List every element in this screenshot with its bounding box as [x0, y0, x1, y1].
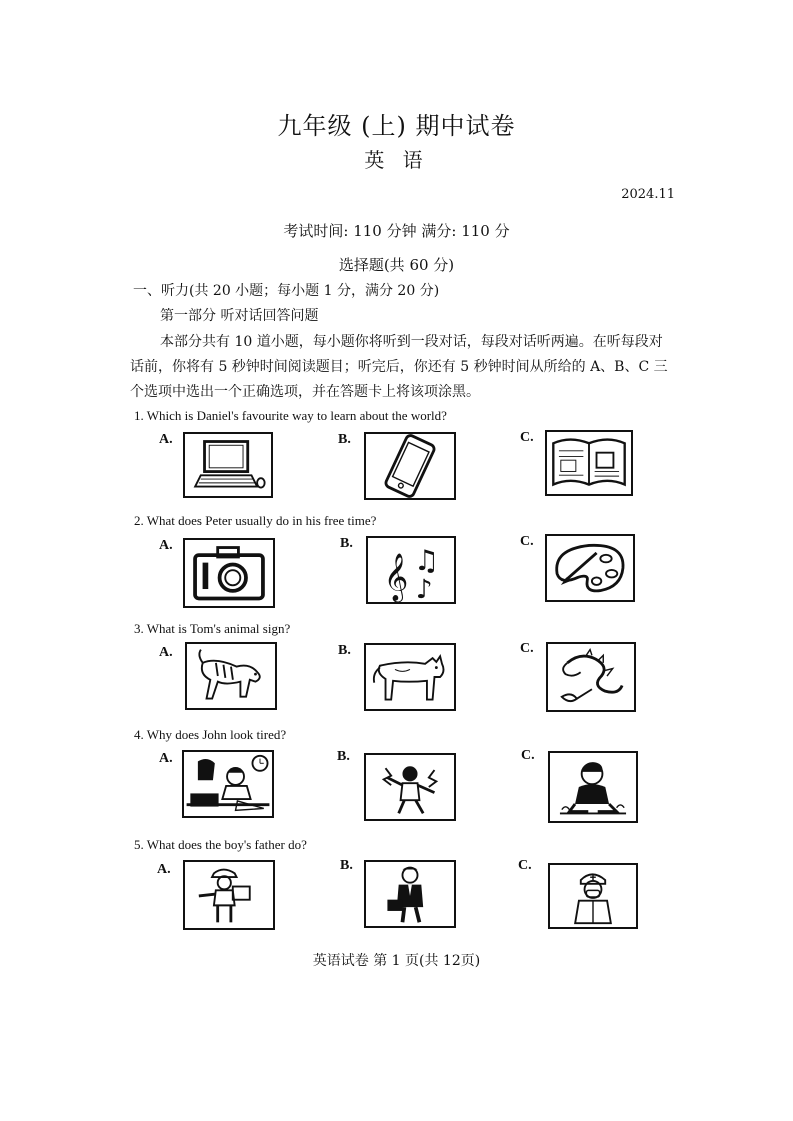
q3-option-b-image[interactable] [364, 643, 456, 711]
q5-option-b-image[interactable] [364, 860, 456, 928]
q1-option-a-label[interactable]: A. [159, 432, 173, 447]
q5-option-c-image[interactable] [548, 863, 638, 929]
q1-option-b-label[interactable]: B. [338, 432, 351, 447]
exam-title: 九年级 (上) 期中试卷 [277, 112, 516, 140]
exam-date: 2024.11 [621, 187, 675, 202]
exam-info: 考试时间: 110 分钟 满分: 110 分 [283, 222, 510, 240]
exercising-icon [366, 755, 454, 819]
subject-title: 英 语 [364, 148, 429, 172]
businessman-icon [366, 862, 454, 926]
q3-option-c-image[interactable] [546, 642, 636, 712]
svg-text:♪: ♪ [415, 575, 433, 602]
q1-option-c-image[interactable] [545, 430, 633, 496]
q2-option-a-label[interactable]: A. [159, 538, 173, 553]
question-2: 2. What does Peter usually do in his free time? [134, 513, 377, 528]
question-3: 3. What is Tom's animal sign? [134, 621, 291, 636]
listening-part-title: 一、听力(共 20 小题；每小题 1 分，满分 20 分) [133, 283, 440, 299]
listening-instructions: 本部分共有 10 道小题，每小题你将听到一段对话，每段对话听两遍。在听每段对话前，你将有 5 秒钟时间阅读题目；听完后，你还有 5 秒钟时间从所给的 A、B、C 三个选项中选出一个正确选项，并在答题卡上将该项涂黑。 [130, 334, 668, 400]
smartphone-icon [366, 434, 454, 498]
q4-option-c-image[interactable] [548, 751, 638, 823]
q4-option-b-image[interactable] [364, 753, 456, 821]
ox-icon [366, 645, 454, 709]
q2-option-b-label[interactable]: B. [340, 536, 353, 551]
q4-option-a-label[interactable]: A. [159, 751, 173, 766]
q5-option-b-label[interactable]: B. [340, 858, 353, 873]
svg-text:𝄞: 𝄞 [383, 552, 409, 601]
q2-option-b-image[interactable] [366, 536, 456, 604]
doctor-icon [550, 865, 636, 927]
studying-late-icon [184, 752, 272, 816]
q1-option-a-image[interactable] [183, 432, 273, 498]
q2-option-a-image[interactable] [183, 538, 275, 608]
sad-boy-icon [550, 753, 636, 821]
q4-option-c-label[interactable]: C. [521, 748, 535, 763]
camera-icon [185, 540, 273, 606]
listening-subpart-title: 第一部分 听对话回答问题 [160, 308, 319, 324]
q2-option-c-label[interactable]: C. [520, 534, 534, 549]
q4-option-b-label[interactable]: B. [337, 749, 350, 764]
q3-option-a-label[interactable]: A. [159, 645, 173, 660]
dragon-icon [548, 644, 634, 710]
paint-palette-icon [547, 536, 633, 600]
q3-option-c-label[interactable]: C. [520, 641, 534, 656]
page-footer: 英语试卷 第 1 页(共 12页) [312, 953, 481, 969]
q1-option-c-label[interactable]: C. [520, 430, 534, 445]
computer-icon [185, 434, 271, 496]
section-heading: 选择题(共 60 分) [338, 256, 455, 274]
question-1: 1. Which is Daniel's favourite way to learn about the world? [134, 408, 447, 423]
q2-option-c-image[interactable] [545, 534, 635, 602]
q3-option-a-image[interactable] [185, 642, 277, 710]
tiger-icon [187, 644, 275, 708]
question-4: 4. Why does John look tired? [134, 727, 287, 742]
q1-option-b-image[interactable] [364, 432, 456, 500]
q5-option-a-image[interactable] [183, 860, 275, 930]
book-icon [547, 432, 631, 494]
q5-option-a-label[interactable]: A. [157, 862, 171, 877]
q5-option-c-label[interactable]: C. [518, 858, 532, 873]
q4-option-a-image[interactable] [182, 750, 274, 818]
worker-icon [185, 862, 273, 928]
q3-option-b-label[interactable]: B. [338, 643, 351, 658]
music-notes-icon [368, 538, 454, 602]
svg-text:♫: ♫ [413, 544, 440, 577]
question-5: 5. What does the boy's father do? [134, 837, 307, 852]
